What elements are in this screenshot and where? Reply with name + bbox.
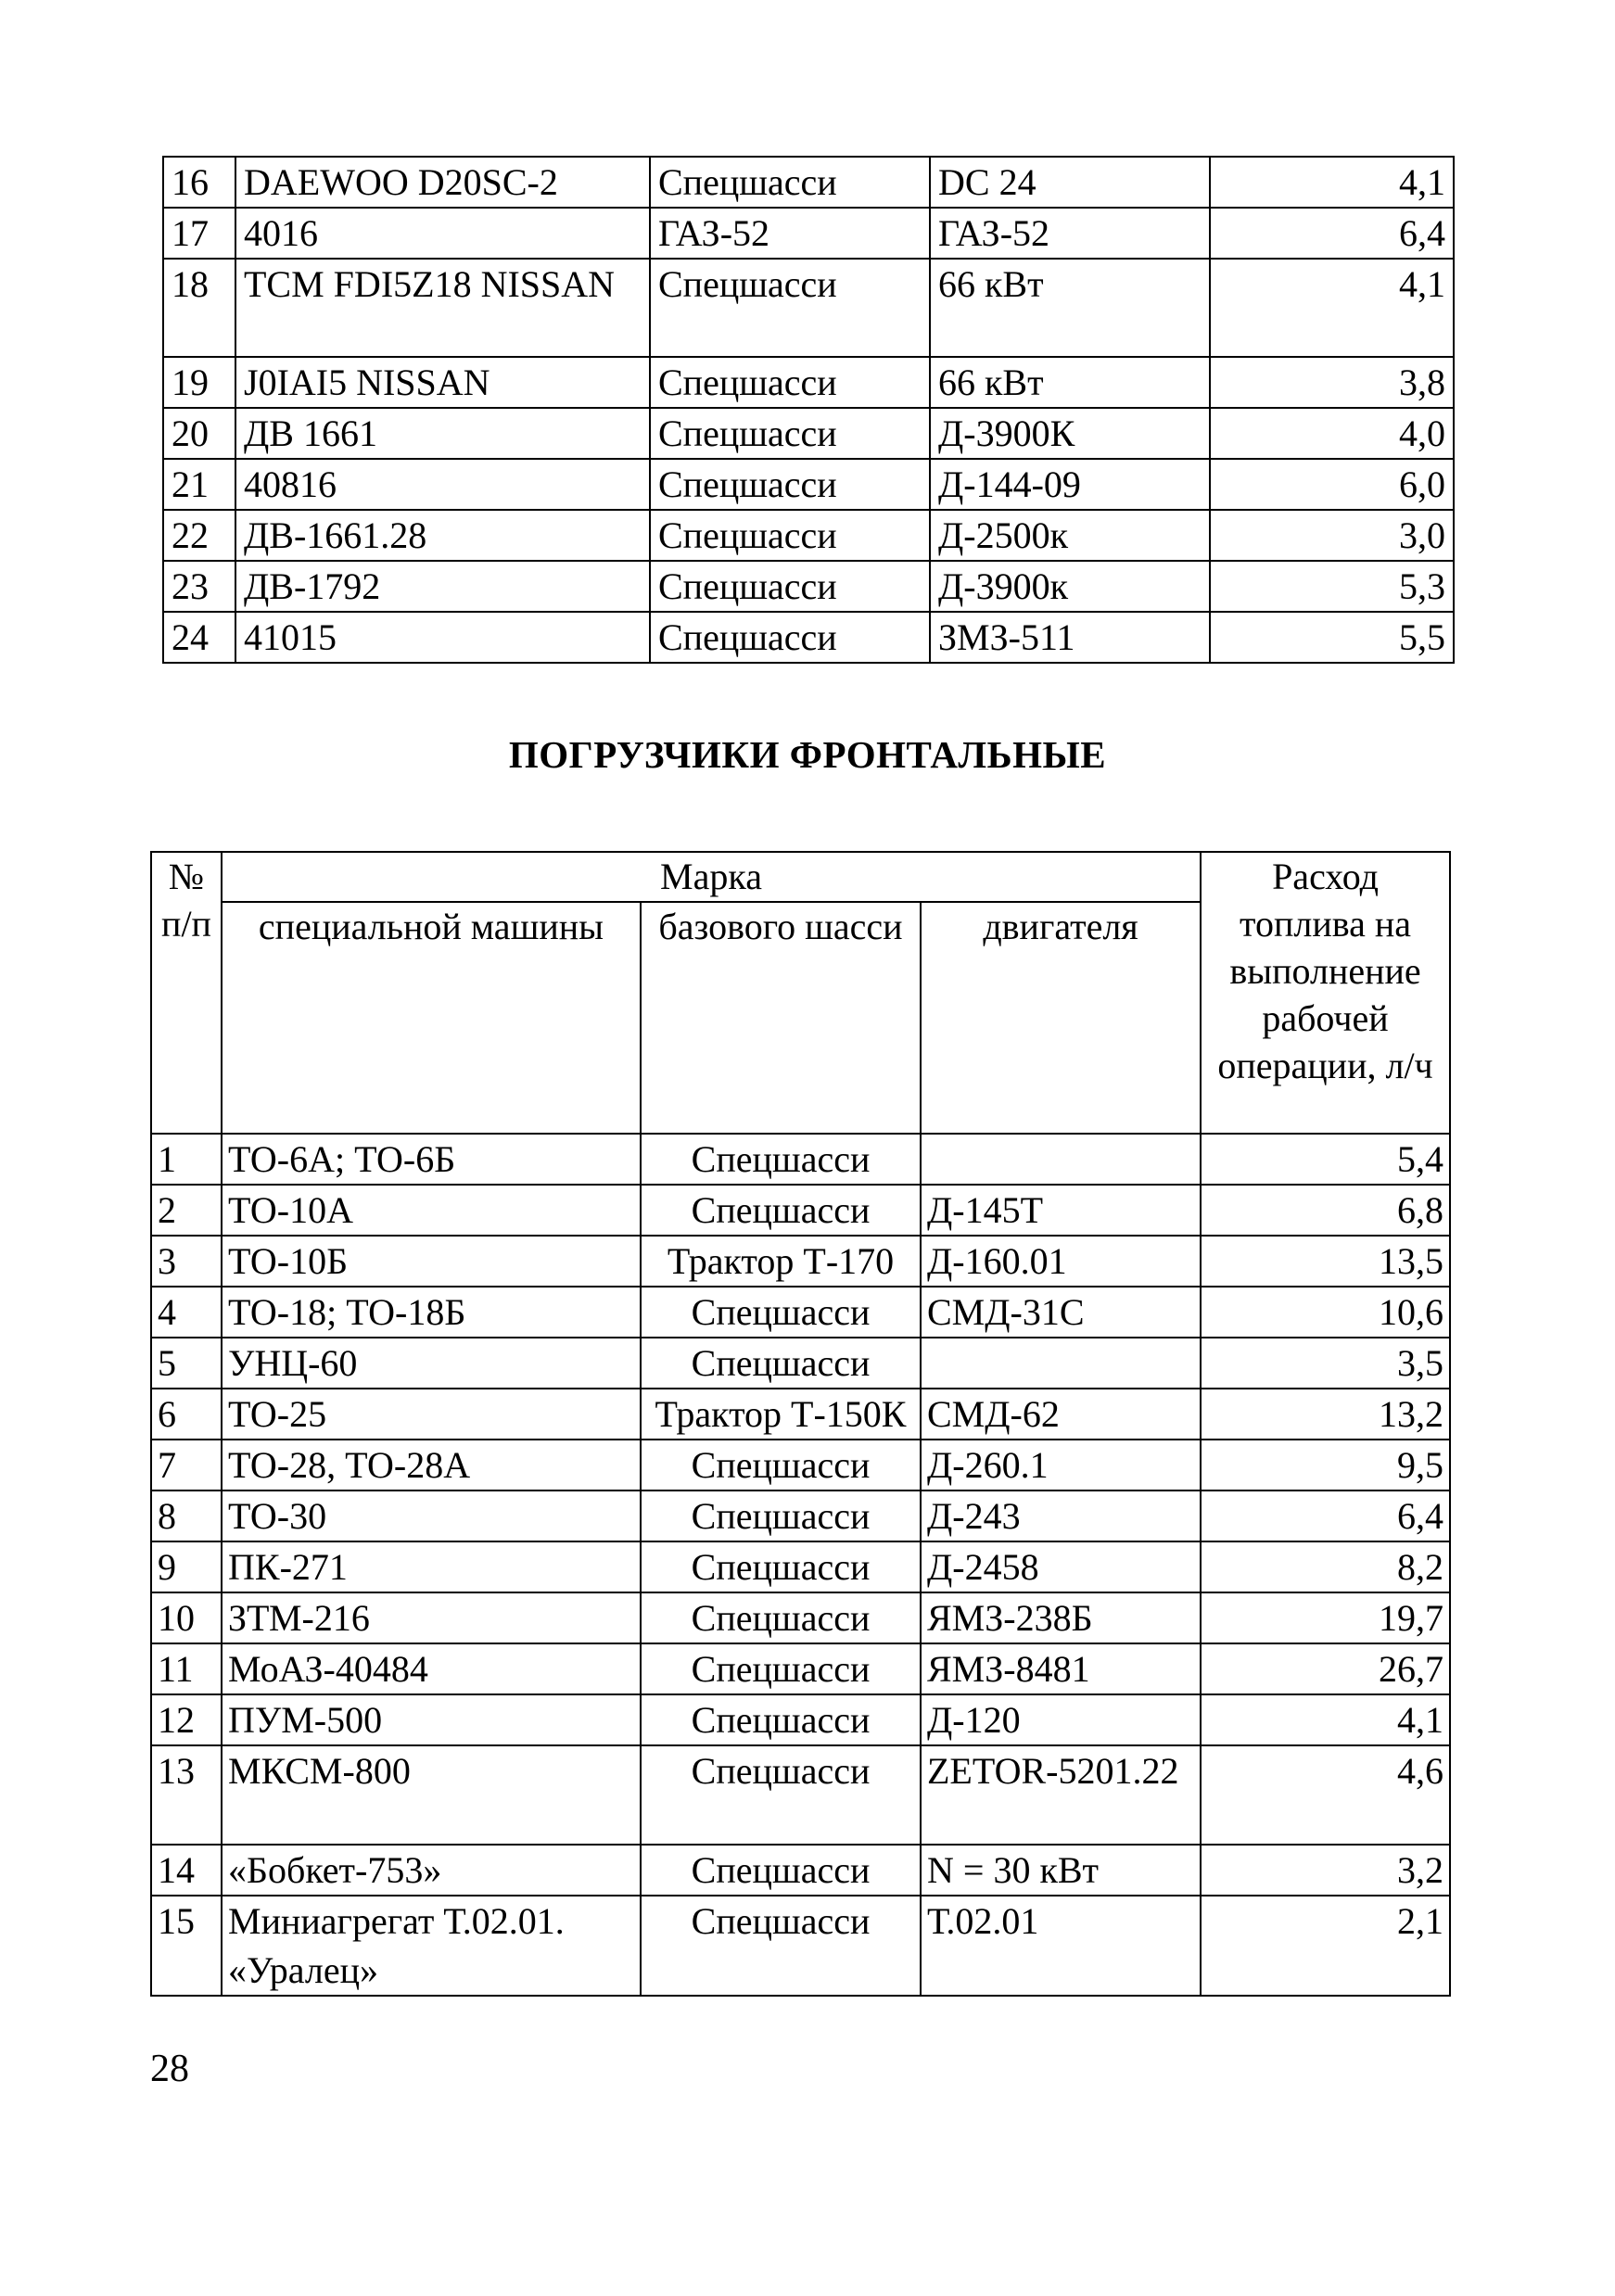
engine-cell: ЯМЗ-8481: [921, 1643, 1201, 1694]
chassis-cell: Спецшасси: [641, 1845, 921, 1896]
row-number: 7: [151, 1440, 222, 1490]
chassis-cell: Спецшасси: [641, 1185, 921, 1236]
table-row: [163, 157, 1454, 208]
num-header: № п/п: [151, 852, 222, 1134]
engine-cell: Д-2500к: [930, 510, 1210, 561]
fuel-header: Расход топлива на выполнение рабочей операции, л/ч: [1201, 852, 1450, 1134]
table-row: [151, 1694, 1450, 1745]
engine-cell: Д-3900к: [930, 561, 1210, 612]
engine-cell: Д-2458: [921, 1541, 1201, 1592]
fuel-cell: 4,1: [1201, 1694, 1450, 1745]
row-number: 10: [151, 1592, 222, 1643]
base-chassis-header: базового шасси: [641, 902, 921, 1134]
fuel-cell: 19,7: [1201, 1592, 1450, 1643]
fuel-cell: 10,6: [1201, 1287, 1450, 1338]
row-number: 19: [163, 357, 235, 408]
row-number: 17: [163, 208, 235, 259]
chassis-cell: Спецшасси: [641, 1896, 921, 1996]
row-number: 9: [151, 1541, 222, 1592]
engine-header: двигателя: [921, 902, 1201, 1134]
table-row: [151, 1338, 1450, 1389]
machine-cell: 4016: [235, 208, 650, 259]
table-row: [151, 1845, 1450, 1896]
chassis-cell: Спецшасси: [650, 408, 930, 459]
machine-cell: УНЦ-60: [222, 1338, 641, 1389]
chassis-cell: Спецшасси: [641, 1592, 921, 1643]
chassis-cell: Спецшасси: [650, 357, 930, 408]
table-row: [163, 259, 1454, 357]
header-row: [151, 852, 1450, 902]
fuel-cell: 6,4: [1201, 1490, 1450, 1541]
table-row: [163, 459, 1454, 510]
engine-cell: ЗМЗ-511: [930, 612, 1210, 663]
table-row: [163, 612, 1454, 663]
row-number: 12: [151, 1694, 222, 1745]
engine-cell: Д-145Т: [921, 1185, 1201, 1236]
fuel-cell: 4,6: [1201, 1745, 1450, 1845]
chassis-cell: Спецшасси: [650, 459, 930, 510]
fuel-cell: 13,5: [1201, 1236, 1450, 1287]
row-number: 21: [163, 459, 235, 510]
table-row: [151, 1287, 1450, 1338]
table-row: [151, 1592, 1450, 1643]
row-number: 2: [151, 1185, 222, 1236]
loaders-table: [150, 851, 1451, 1997]
row-number: 16: [163, 157, 235, 208]
engine-cell: Д-144-09: [930, 459, 1210, 510]
row-number: 11: [151, 1643, 222, 1694]
fuel-cell: 6,8: [1201, 1185, 1450, 1236]
machine-cell: J0IAI5 NISSAN: [235, 357, 650, 408]
row-number: 18: [163, 259, 235, 357]
machine-cell: 40816: [235, 459, 650, 510]
chassis-cell: Спецшасси: [650, 157, 930, 208]
machine-cell: ТО-28, ТО-28А: [222, 1440, 641, 1490]
fuel-cell: 5,5: [1210, 612, 1454, 663]
fuel-cell: 6,0: [1210, 459, 1454, 510]
machine-cell: «Бобкет-753»: [222, 1845, 641, 1896]
row-number: 24: [163, 612, 235, 663]
table-row: [163, 357, 1454, 408]
chassis-cell: Спецшасси: [650, 259, 930, 357]
engine-cell: DC 24: [930, 157, 1210, 208]
row-number: 22: [163, 510, 235, 561]
fuel-cell: 26,7: [1201, 1643, 1450, 1694]
engine-cell: Д-160.01: [921, 1236, 1201, 1287]
machine-cell: ТО-10Б: [222, 1236, 641, 1287]
machine-cell: ПУМ-500: [222, 1694, 641, 1745]
chassis-cell: ГАЗ-52: [650, 208, 930, 259]
table-row: [151, 1541, 1450, 1592]
table-row: [151, 1896, 1450, 1996]
table-row: [151, 1490, 1450, 1541]
fuel-cell: 3,0: [1210, 510, 1454, 561]
row-number: 14: [151, 1845, 222, 1896]
fuel-cell: 3,8: [1210, 357, 1454, 408]
engine-cell: Д-260.1: [921, 1440, 1201, 1490]
chassis-cell: Спецшасси: [641, 1490, 921, 1541]
table-row: [151, 1745, 1450, 1845]
fuel-cell: 3,2: [1201, 1845, 1450, 1896]
chassis-cell: Спецшасси: [641, 1745, 921, 1845]
table-row: [163, 408, 1454, 459]
table-row: [151, 1389, 1450, 1440]
fuel-cell: 9,5: [1201, 1440, 1450, 1490]
machine-cell: МоАЗ-40484: [222, 1643, 641, 1694]
machine-cell: ДВ-1661.28: [235, 510, 650, 561]
engine-cell: [921, 1134, 1201, 1185]
row-number: 13: [151, 1745, 222, 1845]
engine-cell: Т.02.01: [921, 1896, 1201, 1996]
chassis-cell: Спецшасси: [641, 1694, 921, 1745]
table-row: [151, 1440, 1450, 1490]
table-row: [163, 208, 1454, 259]
engine-cell: СМД-62: [921, 1389, 1201, 1440]
chassis-cell: Спецшасси: [641, 1287, 921, 1338]
chassis-cell: Спецшасси: [650, 561, 930, 612]
chassis-cell: Спецшасси: [641, 1440, 921, 1490]
machine-cell: ТО-6А; ТО-6Б: [222, 1134, 641, 1185]
row-number: 6: [151, 1389, 222, 1440]
engine-cell: ГАЗ-52: [930, 208, 1210, 259]
chassis-cell: Спецшасси: [650, 612, 930, 663]
machine-cell: Миниагрегат Т.02.01. «Уралец»: [222, 1896, 641, 1996]
fuel-cell: 4,1: [1210, 259, 1454, 357]
row-number: 20: [163, 408, 235, 459]
machine-cell: 41015: [235, 612, 650, 663]
machine-cell: ТО-18; ТО-18Б: [222, 1287, 641, 1338]
special-machine-header: специальной машины: [222, 902, 641, 1134]
machine-cell: ЗТМ-216: [222, 1592, 641, 1643]
chassis-cell: Спецшасси: [641, 1541, 921, 1592]
table-row: [151, 1185, 1450, 1236]
engine-cell: Д-243: [921, 1490, 1201, 1541]
row-number: 8: [151, 1490, 222, 1541]
engine-cell: ZETOR-5201.22: [921, 1745, 1201, 1845]
row-number: 3: [151, 1236, 222, 1287]
machine-cell: TCM FDI5Z18 NISSAN: [235, 259, 650, 357]
engine-cell: 66 кВт: [930, 259, 1210, 357]
engine-cell: 66 кВт: [930, 357, 1210, 408]
machine-cell: ТО-25: [222, 1389, 641, 1440]
row-number: 5: [151, 1338, 222, 1389]
fuel-cell: 4,1: [1210, 157, 1454, 208]
top-table: [162, 156, 1455, 664]
fuel-cell: 4,0: [1210, 408, 1454, 459]
engine-cell: ЯМЗ-238Б: [921, 1592, 1201, 1643]
row-number: 1: [151, 1134, 222, 1185]
chassis-cell: Трактор Т-170: [641, 1236, 921, 1287]
engine-cell: Д-120: [921, 1694, 1201, 1745]
table-row: [151, 1236, 1450, 1287]
machine-cell: ДВ 1661: [235, 408, 650, 459]
table-row: [151, 1643, 1450, 1694]
fuel-cell: 8,2: [1201, 1541, 1450, 1592]
machine-cell: ТО-30: [222, 1490, 641, 1541]
table-row: [163, 510, 1454, 561]
brand-header: Марка: [222, 852, 1201, 902]
fuel-cell: 6,4: [1210, 208, 1454, 259]
machine-cell: ПК-271: [222, 1541, 641, 1592]
engine-cell: СМД-31С: [921, 1287, 1201, 1338]
machine-cell: DAEWOO D20SC-2: [235, 157, 650, 208]
row-number: 15: [151, 1896, 222, 1996]
fuel-cell: 2,1: [1201, 1896, 1450, 1996]
page-number: 28: [150, 2048, 189, 2090]
fuel-cell: 5,4: [1201, 1134, 1450, 1185]
row-number: 4: [151, 1287, 222, 1338]
machine-cell: МКСМ-800: [222, 1745, 641, 1845]
chassis-cell: Спецшасси: [641, 1134, 921, 1185]
chassis-cell: Спецшасси: [641, 1643, 921, 1694]
row-number: 23: [163, 561, 235, 612]
engine-cell: N = 30 кВт: [921, 1845, 1201, 1896]
chassis-cell: Спецшасси: [650, 510, 930, 561]
fuel-cell: 5,3: [1210, 561, 1454, 612]
fuel-cell: 13,2: [1201, 1389, 1450, 1440]
machine-cell: ТО-10А: [222, 1185, 641, 1236]
engine-cell: [921, 1338, 1201, 1389]
chassis-cell: Трактор Т-150К: [641, 1389, 921, 1440]
fuel-cell: 3,5: [1201, 1338, 1450, 1389]
table-row: [163, 561, 1454, 612]
machine-cell: ДВ-1792: [235, 561, 650, 612]
table-row: [151, 1134, 1450, 1185]
section-title: ПОГРУЗЧИКИ ФРОНТАЛЬНЫЕ: [508, 733, 1107, 776]
engine-cell: Д-3900К: [930, 408, 1210, 459]
chassis-cell: Спецшасси: [641, 1338, 921, 1389]
